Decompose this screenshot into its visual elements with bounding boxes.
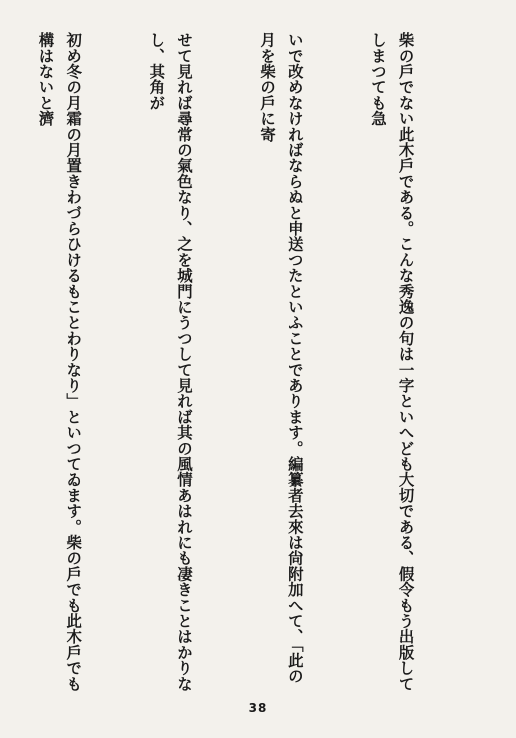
page-number: 38 — [248, 701, 268, 715]
text-column: 柴の戶でない此木戶である。こんな秀逸の句は一字といへども大切である、假令もう出版してしまつても急 — [368, 32, 415, 692]
text-column: 初め冬の月霜の月置きわづらひけるもことわりなり」といつてゐます。柴の戶でも此木戶でも構はないと濟 — [36, 32, 83, 692]
text-column: いで改めなければならぬと申送つたといふことであります。編纂者去來は尙附加へて、「此の月を柴の戶に寄 — [258, 32, 304, 684]
vertical-text-body — [34, 32, 474, 692]
text-column: せて見れば尋常の氣色なり、之を城門にうつして見れば其の風情あはれにも凄きことはかりなし、其角が — [147, 32, 193, 692]
